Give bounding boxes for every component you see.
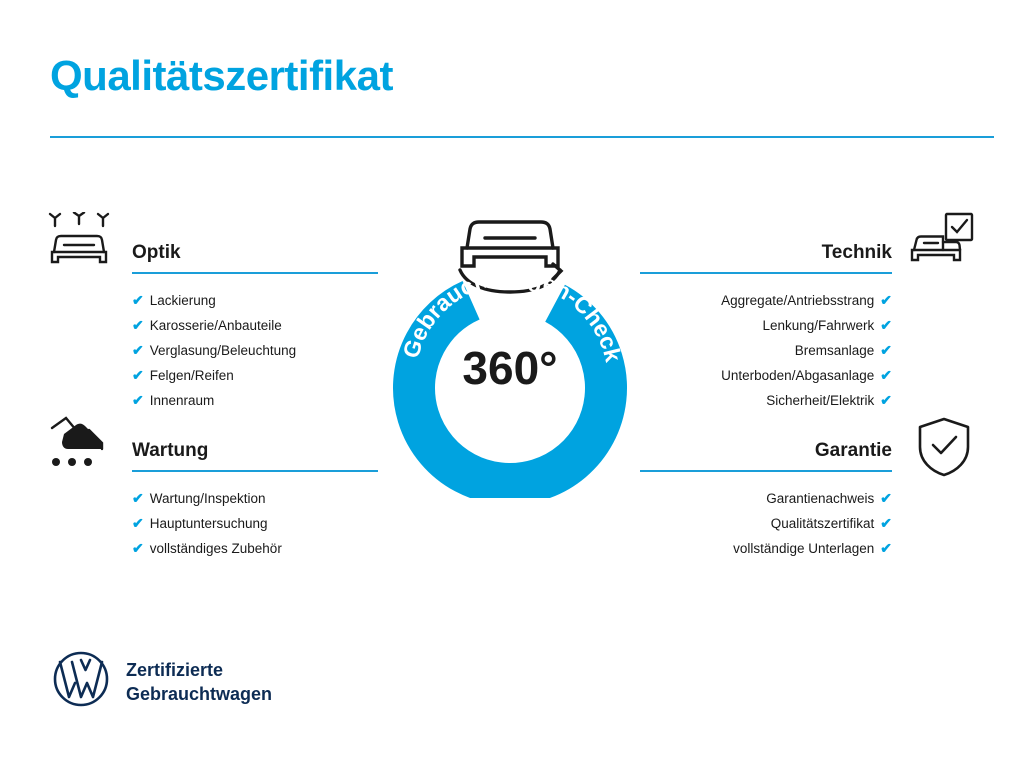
list-item-label: Verglasung/Beleuchtung [149,343,297,358]
check-icon: ✔ [880,392,892,408]
list-item-label: Bremsanlage [794,343,875,358]
check-icon: ✔ [132,515,144,531]
car-checklist-icon [910,212,976,277]
badge-arc-text: Gebrauchtwagen-Check [397,262,627,365]
check-icon: ✔ [880,540,892,556]
list-item [640,511,892,536]
check-icon: ✔ [132,540,144,556]
list-item-label: Hauptuntersuchung [149,516,268,531]
list-item-label: Qualitätszertifikat [770,516,875,531]
list-item [132,486,378,511]
list-item [132,388,378,413]
page-title: Qualitätszertifikat [50,52,393,99]
vw-logo [52,650,110,713]
list-item-label: vollständiges Zubehör [149,541,282,556]
list-item-label: Karosserie/Anbauteile [149,318,282,333]
check-icon: ✔ [880,342,892,358]
section-heading-wartung: Wartung [132,440,209,461]
section-divider [640,470,892,472]
list-item-label: Garantienachweis [766,491,875,506]
list-item [132,536,378,561]
list-item [132,313,378,338]
section-heading-garantie: Garantie [814,440,892,461]
checklist-garantie [640,486,892,561]
list-item [132,288,378,313]
section-technik [640,242,892,413]
check-icon: ✔ [880,292,892,308]
list-item [640,288,892,313]
section-divider [132,272,378,274]
list-item [132,511,378,536]
car-wash-icon [46,212,112,277]
section-heading-optik: Optik [132,242,181,263]
check-icon: ✔ [132,490,144,506]
list-item [640,338,892,363]
list-item-label: Unterboden/Abgasanlage [721,368,875,383]
list-item [640,363,892,388]
section-optik [132,242,378,413]
center-badge [370,198,650,498]
footer-line-1: Zertifizierte [126,659,224,680]
list-item-label: Innenraum [149,393,215,408]
list-item-label: Lenkung/Fahrwerk [762,318,875,333]
list-item [132,363,378,388]
list-item [640,388,892,413]
check-icon: ✔ [132,292,144,308]
check-icon: ✔ [880,317,892,333]
list-item [640,536,892,561]
list-item-label: Wartung/Inspektion [149,491,266,506]
check-icon: ✔ [132,367,144,383]
shield-check-icon [916,416,972,483]
section-wartung [132,440,378,561]
footer-logo-text [126,658,272,706]
check-icon: ✔ [132,342,144,358]
list-item [132,338,378,363]
list-item [640,486,892,511]
list-item-label: Sicherheit/Elektrik [766,393,875,408]
section-garantie [640,440,892,561]
check-icon: ✔ [880,367,892,383]
list-item-label: Felgen/Reifen [149,368,234,383]
car-lift-icon [46,412,112,477]
list-item-label: Aggregate/Antriebsstrang [721,293,875,308]
checklist-optik [132,288,378,413]
list-item-label: Lackierung [149,293,216,308]
title-divider [50,136,994,138]
check-icon: ✔ [880,490,892,506]
footer-line-2: Gebrauchtwagen [126,683,273,704]
check-icon: ✔ [132,317,144,333]
section-divider [132,470,378,472]
section-divider [640,272,892,274]
check-icon: ✔ [880,515,892,531]
section-heading-technik: Technik [821,242,892,263]
footer-branding [52,650,272,713]
list-item-label: vollständige Unterlagen [733,541,875,556]
badge-value: 360° [462,342,558,394]
check-icon: ✔ [132,392,144,408]
list-item [640,313,892,338]
checklist-technik [640,288,892,413]
checklist-wartung [132,486,378,561]
